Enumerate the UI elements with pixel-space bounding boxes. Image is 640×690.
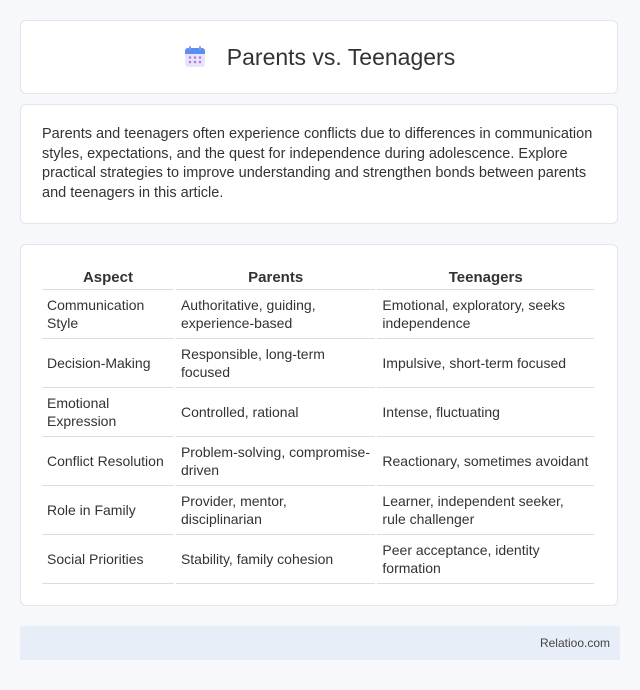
table-header-row [42, 267, 594, 290]
table-cell-parents: Authoritative, guiding, experience-based [176, 290, 375, 339]
table-cell-aspect: Role in Family [42, 486, 174, 535]
table-cell-teenagers: Impulsive, short-term focused [377, 339, 594, 388]
table-cell-aspect: Communication Style [42, 290, 174, 339]
column-header-aspect: Aspect [42, 267, 174, 290]
footer-site-link[interactable]: Relatioo.com [539, 636, 610, 650]
column-header-teenagers: Teenagers [377, 267, 594, 290]
intro-card [20, 104, 618, 224]
table-cell-aspect: Conflict Resolution [42, 437, 174, 486]
table-cell-teenagers: Peer acceptance, identity formation [377, 535, 594, 584]
table-cell-parents: Responsible, long-term focused [176, 339, 375, 388]
table-cell-parents: Stability, family cohesion [176, 535, 375, 584]
table-row [42, 290, 594, 339]
header-card [20, 20, 618, 94]
title-wrap [183, 44, 455, 71]
intro-text: Parents and teenagers often experience conflicts due to differences in communication styles, expectations, and the quest for independence during adolescence. Explore practical strategies to improve understanding and strengthen bonds between parents and teenagers in this article. [42, 126, 593, 201]
table-cell-aspect: Social Priorities [42, 535, 174, 584]
table-row [42, 486, 594, 535]
table-cell-teenagers: Intense, fluctuating [377, 388, 594, 437]
table-cell-teenagers: Emotional, exploratory, seeks independence [377, 290, 594, 339]
table-row [42, 437, 594, 486]
table-cell-teenagers: Reactionary, sometimes avoidant [377, 437, 594, 486]
page-title: Parents vs. Teenagers [226, 43, 456, 70]
calendar-icon [183, 45, 207, 69]
table-row [42, 535, 594, 584]
column-header-parents: Parents [176, 267, 375, 290]
table-card [20, 244, 618, 606]
table-row [42, 339, 594, 388]
table-row [42, 388, 594, 437]
table-cell-parents: Controlled, rational [176, 388, 375, 437]
table-cell-aspect: Emotional Expression [42, 388, 174, 437]
table-cell-teenagers: Learner, independent seeker, rule challenger [377, 486, 594, 535]
comparison-table [40, 267, 596, 584]
table-cell-parents: Problem-solving, compromise-driven [176, 437, 375, 486]
table-cell-aspect: Decision-Making [42, 339, 174, 388]
table-cell-parents: Provider, mentor, disciplinarian [176, 486, 375, 535]
footer-bar [20, 626, 620, 660]
